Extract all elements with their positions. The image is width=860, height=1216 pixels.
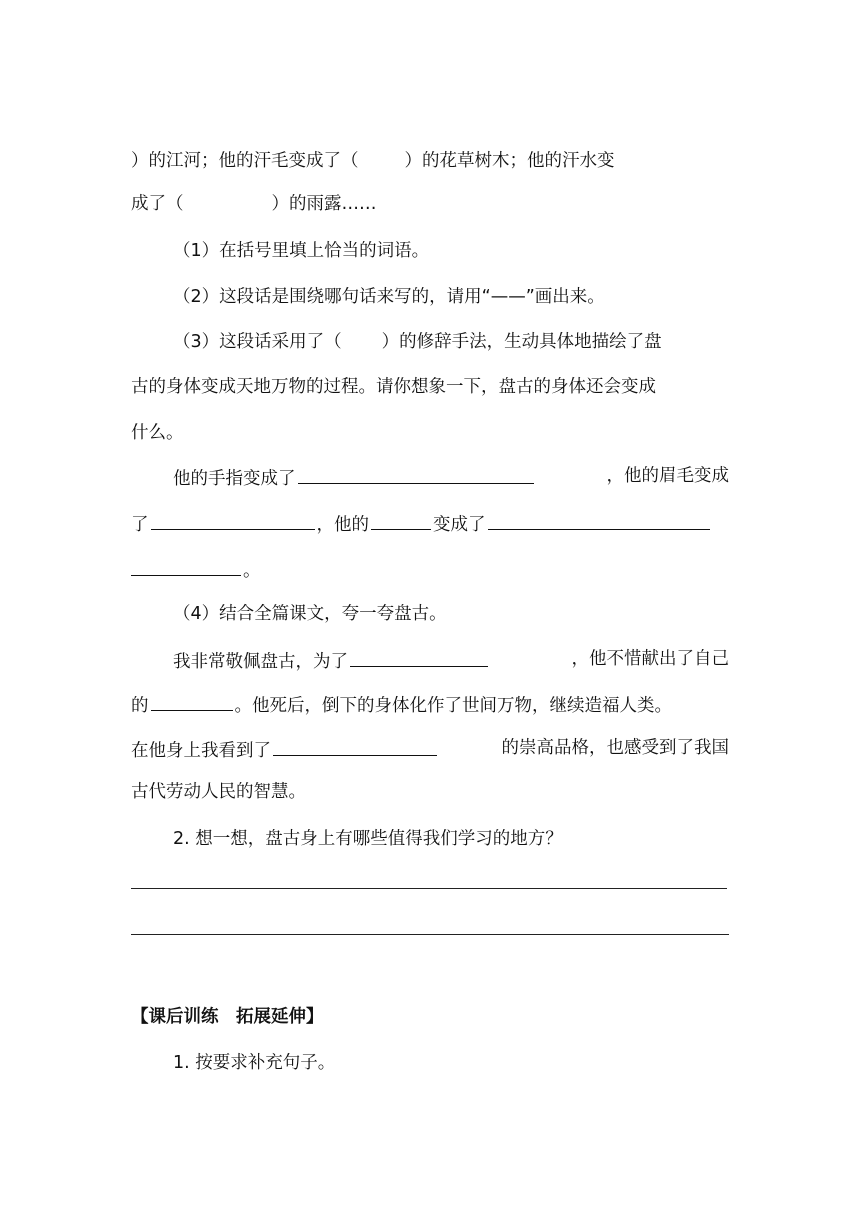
imagine-text: 他的手指变成了 [173,469,296,489]
question-text: （3）这段话采用了（ [173,332,342,352]
imagine-line-1 [131,463,729,492]
passage-text: ）的花草树木；他的汗水变 [404,151,615,171]
imagine-text: ，他的眉毛变成 [606,466,729,486]
imagine-text: 变成了 [433,515,486,535]
fill-blank[interactable] [273,735,437,756]
praise-text: 在他身上我看到了 [131,741,271,761]
praise-line-4: 古代劳动人民的智慧。 [131,782,306,802]
answer-line-2[interactable] [131,934,729,935]
fill-blank[interactable] [371,509,431,530]
praise-line-1 [131,646,729,675]
praise-text: 的 [131,696,149,716]
praise-text: ，他不惜献出了自己 [571,649,729,669]
after-class-item-1: 1. 按要求补充句子。 [173,1053,336,1073]
fill-blank[interactable] [350,646,488,667]
imagine-text: 了 [131,515,149,535]
fill-blank[interactable] [131,555,241,576]
passage-text: ）的江河；他的汗毛变成了（ [131,151,359,171]
praise-text: 。他死后，倒下的身体化作了世间万物，继续造福人类。 [234,696,672,716]
question-1-4: （4）结合全篇课文，夸一夸盘古。 [173,604,447,624]
question-1-3-line-2: 古的身体变成天地万物的过程。请你想象一下，盘古的身体还会变成 [131,377,656,397]
fill-blank[interactable] [488,509,710,530]
section-heading: 【课后训练 拓展延伸】 [131,1007,324,1027]
passage-line-1 [131,148,729,174]
question-2: 2. 想一想，盘古身上有哪些值得我们学习的地方？ [173,829,563,849]
imagine-line-2 [131,509,729,538]
passage-text: ）的雨露…… [271,194,377,214]
imagine-text: ，他的 [316,515,369,535]
question-1-3-line-1 [131,329,729,355]
fill-blank[interactable] [298,463,534,484]
praise-text: 的崇高品格，也感受到了我国 [501,738,729,758]
fill-blank[interactable] [151,690,233,711]
praise-text: 我非常敬佩盘古，为了 [173,652,348,672]
question-text: ）的修辞手法，生动具体地描绘了盘 [381,332,662,352]
question-1-1: （1）在括号里填上恰当的词语。 [173,241,430,261]
passage-line-2 [131,191,729,217]
fill-blank[interactable] [151,509,315,530]
answer-line-1[interactable] [131,888,727,889]
question-1-2: （2）这段话是围绕哪句话来写的，请用“——”画出来。 [173,287,605,307]
imagine-line-3 [131,555,729,584]
praise-line-3 [131,735,729,764]
passage-text: 成了（ [131,194,184,214]
imagine-text: 。 [243,561,261,581]
question-1-3-line-3: 什么。 [131,423,184,443]
praise-line-2 [131,690,729,719]
